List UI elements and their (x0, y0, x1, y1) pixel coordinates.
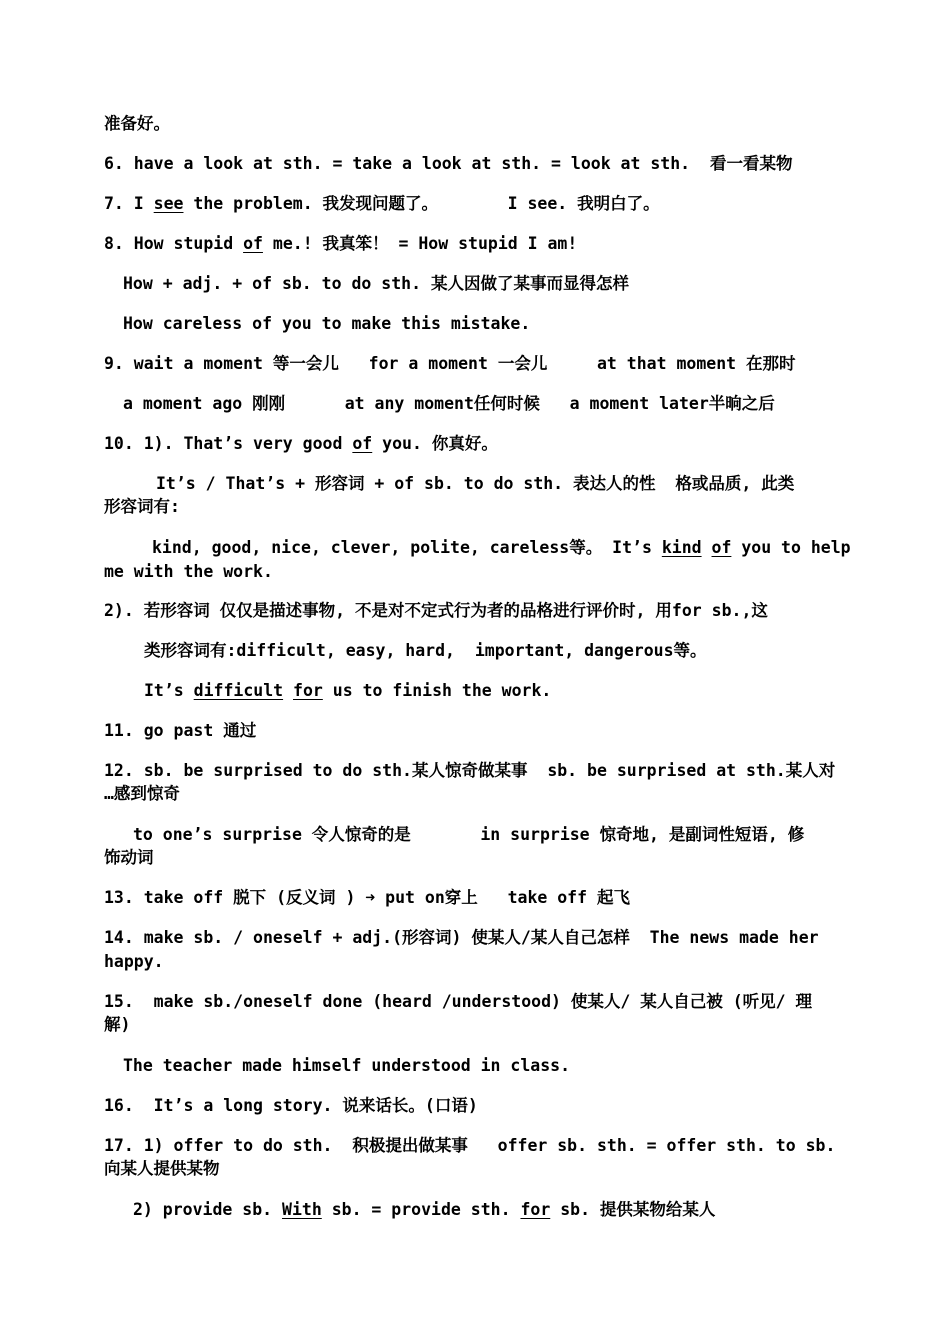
line-text: It’s / That’s + 形容词 + of sb. to do sth. 表达人的性 格或品质, 此类 (156, 474, 795, 493)
item-11 (104, 720, 256, 742)
line-text: me.! 我真笨！ = How stupid I am! (262, 234, 578, 253)
line-text: 13. take off 脱下 (反义词 ) ➜ put on穿上 take off 起飞 (104, 888, 630, 907)
line-text: 饰动词 (104, 848, 154, 867)
text-line (123, 273, 629, 295)
line-text: The teacher made himself understood in class. (123, 1056, 571, 1075)
underlined-word: With (282, 1200, 322, 1219)
line-text: 7. I (104, 194, 154, 213)
line-text: 12. sb. be surprised to do sth.某人惊奇做某事 sb. be surprised at sth.某人对 (104, 761, 836, 780)
line-text: 17. 1) offer to do sth. 积极提出做某事 offer sb. sth. = offer sth. to sb. (104, 1136, 836, 1155)
underlined-word: difficult (193, 681, 284, 700)
line-text: you. 你真好。 (372, 434, 498, 453)
text-line (104, 783, 180, 805)
line-text: 解) (104, 1015, 131, 1034)
underlined-word: of (352, 434, 373, 453)
underlined-word: kind (661, 538, 702, 557)
line-text: 8. How stupid (104, 234, 244, 253)
text-line (123, 393, 775, 415)
line-text: us to finish the work. (322, 681, 552, 700)
item-14 (104, 927, 819, 949)
item-17 (104, 1135, 835, 1157)
item-15 (104, 991, 812, 1013)
underlined-word: see (153, 194, 184, 213)
line-text: me with the work. (104, 562, 273, 581)
underlined-word: for (293, 681, 323, 700)
underlined-word: for (520, 1200, 551, 1219)
line-text: the problem. 我发现问题了。 I see. 我明白了。 (183, 194, 660, 213)
item-9 (104, 353, 796, 375)
line-text: happy. (104, 952, 164, 971)
example-sentence (144, 680, 551, 702)
line-text: 准备好。 (104, 114, 170, 133)
line-text: How careless of you to make this mistake. (123, 314, 531, 333)
underlined-word: of (243, 234, 263, 253)
text-line (104, 496, 180, 518)
item-16 (104, 1095, 478, 1117)
text-line (104, 113, 170, 135)
item-8 (104, 233, 577, 255)
line-text: 11. go past 通过 (104, 721, 257, 740)
item-7 (104, 193, 660, 215)
line-text: to one’s surprise 令人惊奇的是 in surprise 惊奇地, 是副词性短语, 修 (133, 825, 805, 844)
text-line (104, 600, 768, 622)
line-text: you to help (731, 538, 851, 557)
item-10 (104, 433, 498, 455)
line-text: 16. It’s a long story. 说来话长。(口语) (104, 1096, 478, 1115)
underlined-word: of (711, 538, 732, 557)
line-text: 2) provide sb. (133, 1200, 283, 1219)
line-text: kind, good, nice, clever, polite, careless等。 It’s (152, 538, 662, 557)
text-line (104, 951, 164, 973)
line-text: 2). 若形容词 仅仅是描述事物, 不是对不定式行为者的品格进行评价时, 用for sb.,这 (104, 601, 768, 620)
line-text (283, 681, 293, 700)
line-text: 14. make sb. / oneself + adj.(形容词) 使某人/某人自己怎样 The news made her (104, 928, 819, 947)
line-text: It’s (144, 681, 194, 700)
line-text: 9. wait a moment 等一会儿 for a moment 一会儿 at that moment 在那时 (104, 354, 796, 373)
line-text: 向某人提供某物 (104, 1159, 220, 1178)
line-text: 15. make sb./oneself done (heard /understood) 使某人/ 某人自己被 (听见/ 理 (104, 992, 812, 1011)
text-line (104, 1158, 220, 1180)
item-12 (104, 760, 835, 782)
line-text: 形容词有: (104, 497, 180, 516)
item-6 (104, 153, 792, 175)
line-text: 10. 1). That’s very good (104, 434, 353, 453)
example-sentence (123, 313, 530, 335)
example-sentence (123, 1055, 570, 1077)
text-line (104, 847, 154, 869)
line-text: How + adj. + of sb. to do sth. 某人因做了某事而显得怎样 (123, 274, 629, 293)
text-line (152, 537, 851, 559)
line-text: 类形容词有:difficult, easy, hard, important, dangerous等。 (144, 641, 707, 660)
line-text: …感到惊奇 (104, 784, 180, 803)
text-line (133, 824, 804, 846)
text-line (104, 561, 273, 583)
line-text (702, 538, 712, 557)
line-text: sb. = provide sth. (321, 1200, 521, 1219)
line-text: sb. 提供某物给某人 (550, 1200, 716, 1219)
line-text: 6. have a look at sth. = take a look at sth. = look at sth. 看一看某物 (104, 154, 793, 173)
text-line (133, 1199, 715, 1221)
line-text: a moment ago 刚刚 at any moment任何时候 a moment later半晌之后 (123, 394, 775, 413)
text-line (104, 1014, 130, 1036)
text-line (144, 640, 707, 662)
text-line (156, 473, 794, 495)
item-13 (104, 887, 630, 909)
